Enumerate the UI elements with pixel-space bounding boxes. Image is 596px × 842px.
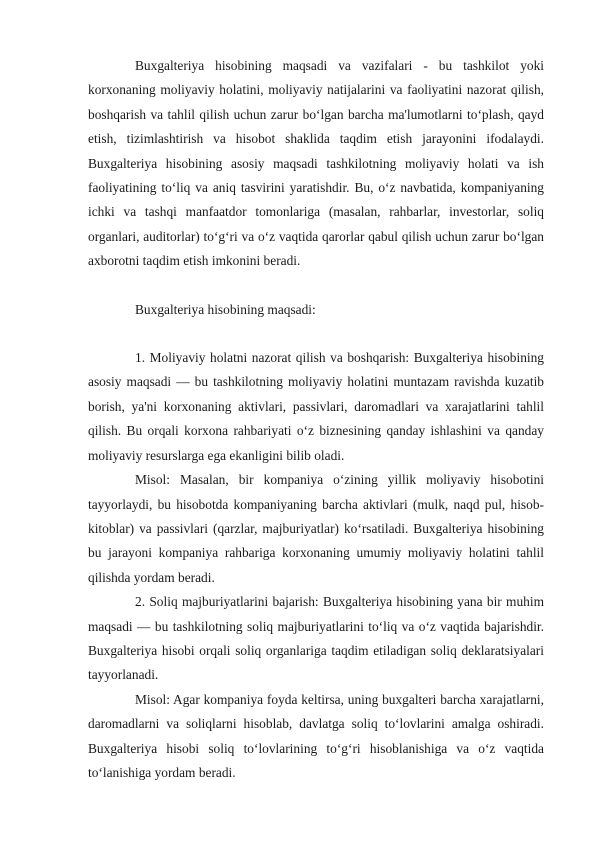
document-page: [88, 54, 544, 785]
example-paragraph-1: Misol: Masalan, bir kompaniya o‘zining yillik moliyaviy hisobotini tayyorlaydi, bu hisobotda kompaniyaning barcha aktivlari (mulk, naqd pul, hisob-kitoblar) va passivlari (qarzlar, majburiyatlar) ko‘rsatiladi. Buxgalteriya hisobining bu jarayoni kompaniya rahbariga korxonaning umumiy moliyaviy holatini tahlil qilishda yordam beradi.: [88, 472, 544, 585]
list-item-2: 2. Soliq majburiyatlarini bajarish: Buxgalteriya hisobining yana bir muhim maqsadi — bu tashkilotning soliq majburiyatlarini to‘liq va o‘z vaqtida bajarishdir. Buxgalteriya hisobi orqali soliq organlariga taqdim etiladigan soliq deklaratsiyalari tayyorlanadi.: [88, 594, 544, 683]
intro-paragraph: Buxgalteriya hisobining maqsadi va vazifalari - bu tashkilot yoki korxonaning moliyaviy holatini, moliyaviy natijalarini va faoliyatini nazorat qilish, boshqarish va tahlil qilish uchun zarur bo‘lgan barcha ma'lumotlarni to‘plash, qayd etish, tizimlashtirish va hisobot shaklida taqdim etish jarayonini ifodalaydi. Buxgalteriya hisobining asosiy maqsadi tashkilotning moliyaviy holati va ish faoliyatining to‘liq va aniq tasvirini yaratishdir. Bu, o‘z navbatida, kompaniyaning ichki va tashqi manfaatdor tomonlariga (masalan, rahbarlar, investorlar, soliq organlari, auditorlar) to‘g‘ri va o‘z vaqtida qarorlar qabul qilish uchun zarur bo‘lgan axborotni taqdim etish imkonini beradi.: [88, 58, 544, 269]
section-heading: Buxgalteriya hisobining maqsadi:: [135, 301, 316, 317]
example-paragraph-2: Misol: Agar kompaniya foyda keltirsa, uning buxgalteri barcha xarajatlarni, daromadlarni va soliqlarni hisoblab, davlatga soliq to‘lovlarini amalga oshiradi. Buxgalteriya hisobi soliq to‘lovlarining to‘g‘ri hisoblanishiga va o‘z vaqtida to‘lanishiga yordam beradi.: [88, 691, 544, 780]
paragraph-spacer: [88, 322, 544, 346]
list-item-1: 1. Moliyaviy holatni nazorat qilish va boshqarish: Buxgalteriya hisobining asosiy maqsadi — bu tashkilotning moliyaviy holatini muntazam ravishda kuzatib borish, ya'ni korxonaning aktivlari, passivlari, daromadlari va xarajatlarini tahlil qilish. Bu orqali korxona rahbariyati o‘z biznesining qanday ishlashini va qanday moliyaviy resurslarga ega ekanligini bilib oladi.: [88, 350, 544, 463]
paragraph-spacer: [88, 274, 544, 298]
